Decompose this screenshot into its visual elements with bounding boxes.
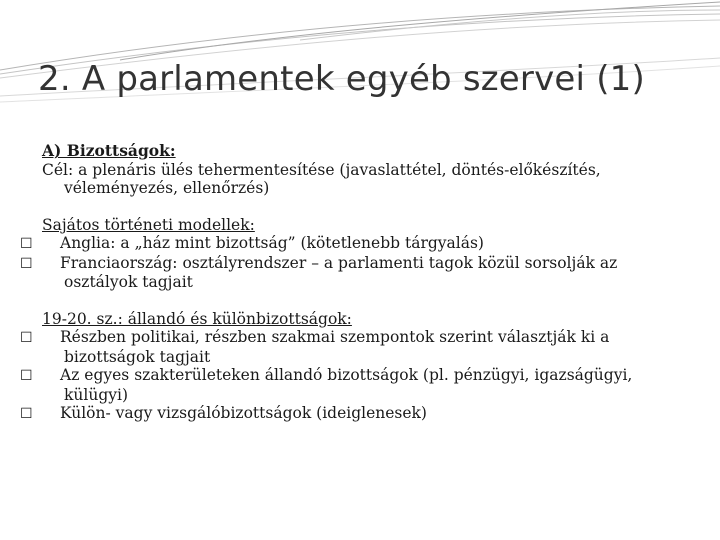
list-item-text: Részben politikai, részben szakmai szempontok szerint választják ki a bizottságok tagjait (60, 328, 610, 366)
list-item (20, 366, 692, 404)
list-item-text: Az egyes szakterületeken állandó bizottságok (pl. pénzügyi, igazságügyi, külügyi) (60, 366, 633, 404)
checkbox-bullet-icon: ☐ (20, 236, 33, 252)
checkbox-bullet-icon: ☐ (20, 330, 33, 346)
checkbox-bullet-icon: ☐ (20, 406, 33, 422)
list-item (20, 404, 692, 424)
list-item-text: Anglia: a „ház mint bizottság” (kötetlenebb tárgyalás) (60, 234, 484, 252)
list-item (20, 253, 692, 292)
checkbox-bullet-icon: ☐ (20, 368, 33, 384)
list-item (20, 234, 692, 254)
list-item (20, 328, 692, 366)
section-a-heading: A) Bizottságok: (42, 141, 176, 160)
models-heading: Sajátos történeti modellek: (42, 215, 255, 234)
section-a-goal: Cél: a plenáris ülés tehermentesítése (javaslattétel, döntés-előkészítés, véleményezés, ellenőrzés) (42, 160, 601, 197)
slide-body (20, 141, 692, 424)
checkbox-bullet-icon: ☐ (20, 255, 33, 272)
page-title: 2. A parlamentek egyéb szervei (1) (38, 59, 645, 99)
century-heading: 19-20. sz.: állandó és különbizottságok: (42, 309, 352, 328)
list-item-text: Külön- vagy vizsgálóbizottságok (ideiglenesek) (60, 404, 427, 422)
list-item-text: Franciaország: osztályrendszer – a parlamenti tagok közül sorsolják az osztályok tagjait (60, 253, 618, 291)
